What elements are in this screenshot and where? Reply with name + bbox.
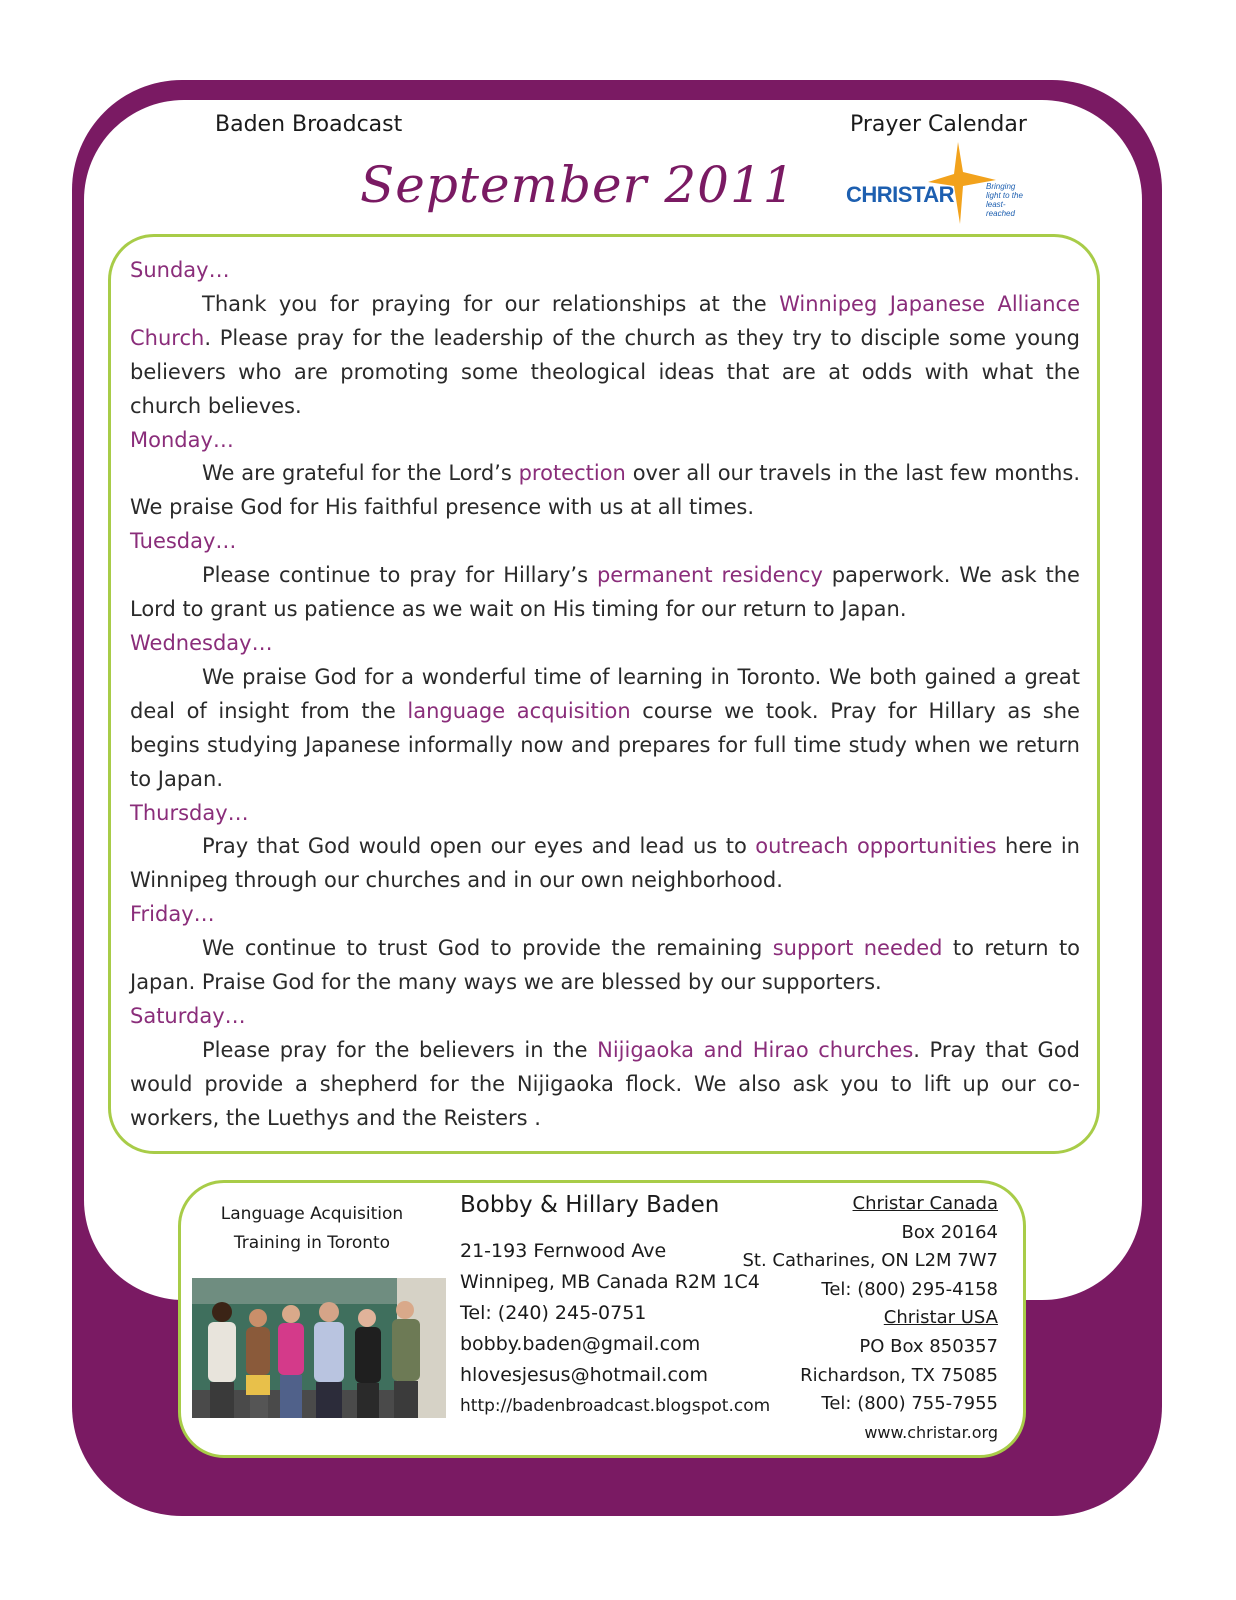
day-prayer-text [130, 288, 1080, 424]
christar-canada-city: St. Catharines, ON L2M 7W7 [742, 1250, 998, 1272]
calendar-title: Prayer Calendar [850, 112, 1027, 137]
prayer-text: course we took. Pray for Hillary as she begins studying Japanese informally now and prepares for full time study when we return to Japan. [130, 698, 1080, 791]
day-prayer-text [130, 932, 1080, 1000]
prayer-text: paperwork. We ask the Lord to grant us patience as we wait on His timing for our return to Japan. [130, 563, 1080, 622]
christar-usa-tel: Tel: (800) 755-7955 [821, 1393, 998, 1415]
contact-street: 21-193 Fernwood Ave [460, 1240, 667, 1262]
contact-email-bobby[interactable]: bobby.baden@gmail.com [460, 1333, 701, 1355]
contact-email-hillary[interactable]: hlovesjesus@hotmail.com [460, 1364, 709, 1386]
day-prayer-text [130, 457, 1080, 525]
group-photo [192, 1278, 446, 1418]
prayer-highlight: permanent residency [596, 563, 823, 588]
mission-addresses [742, 1190, 998, 1447]
contact-blog-link[interactable]: http://badenbroadcast.blogspot.com [460, 1396, 771, 1416]
christar-usa-city: Richardson, TX 75085 [800, 1364, 998, 1386]
contact-names: Bobby & Hillary Baden [460, 1192, 720, 1218]
prayer-highlight: Winnipeg Japanese Alliance Church [130, 291, 1080, 350]
contact-city: Winnipeg, MB Canada R2M 1C4 [460, 1271, 760, 1293]
group-photo-image [192, 1278, 446, 1418]
day-prayer-text [130, 1034, 1080, 1136]
christar-usa-heading: Christar USA [883, 1307, 998, 1329]
prayer-text: We are grateful for the Lord’s [202, 461, 519, 486]
christar-logo [846, 142, 1026, 224]
photo-caption-line1: Language Acquisition [220, 1204, 404, 1224]
prayer-highlight: support needed [772, 936, 943, 961]
prayer-text: . Please pray for the leadership of the church as they try to disciple some young believers who are promoting some theological ideas that are at odds with what the church believes. [130, 325, 1080, 418]
prayer-text: Please continue to pray for Hillary’s [202, 563, 597, 588]
photo-caption-line2: Training in Toronto [233, 1233, 391, 1253]
prayer-text: We continue to trust God to provide the remaining [202, 936, 773, 961]
day-label: Monday… [130, 427, 234, 452]
day-prayer-text [130, 559, 1080, 627]
newsletter-title: Baden Broadcast [215, 112, 403, 137]
christar-usa-box: PO Box 850357 [859, 1335, 998, 1357]
day-label: Sunday… [130, 258, 230, 282]
prayer-text: over all our travels in the last few months. We praise God for His faithful presence with us at all times. [130, 461, 1081, 520]
day-label: Tuesday… [130, 529, 237, 554]
day-label: Thursday… [130, 800, 249, 825]
day-label: Wednesday… [130, 630, 273, 655]
photo-caption [196, 1200, 428, 1258]
logo-tagline: Bringing light to the least-reached [986, 182, 1023, 218]
christar-canada-tel: Tel: (800) 295-4158 [821, 1278, 998, 1300]
prayer-text: We praise God for a wonderful time of learning in Toronto. We both gained a great deal of insight from the [130, 664, 1080, 723]
prayer-text: here in Winnipeg through our churches and in our own neighborhood. [130, 834, 1080, 893]
prayer-highlight: outreach opportunities [755, 834, 997, 859]
day-prayer-text [130, 830, 1080, 898]
prayer-text: to return to Japan. Praise God for the many ways we are blessed by our supporters. [130, 936, 1081, 995]
prayer-text: Pray that God would open our eyes and lead us to [202, 834, 756, 859]
day-label: Saturday… [130, 1003, 246, 1028]
prayer-highlight: language acquisition [407, 698, 631, 723]
day-prayer-text [130, 661, 1080, 797]
month-title: September 2011 [360, 156, 796, 214]
day-label: Friday… [130, 902, 215, 927]
prayer-calendar [130, 254, 1080, 1136]
prayer-highlight: protection [518, 461, 626, 486]
christar-canada-heading: Christar Canada [852, 1193, 998, 1214]
prayer-text: Thank you for praying for our relationships at the [202, 291, 780, 316]
prayer-text: Please pray for the believers in the [202, 1037, 598, 1062]
contact-address [460, 1236, 770, 1422]
christar-canada-box: Box 20164 [901, 1221, 998, 1243]
contact-tel: Tel: (240) 245-0751 [460, 1302, 647, 1324]
logo-wordmark: CHRISTAR [846, 182, 955, 207]
prayer-text: . Pray that God would provide a shepherd for the Nijigaoka flock. We also ask you to lift up our co-workers, the Luethys and the Reisters . [130, 1037, 1081, 1130]
christar-website-link[interactable]: www.christar.org [864, 1422, 998, 1442]
prayer-highlight: Nijigaoka and Hirao churches [597, 1037, 914, 1062]
